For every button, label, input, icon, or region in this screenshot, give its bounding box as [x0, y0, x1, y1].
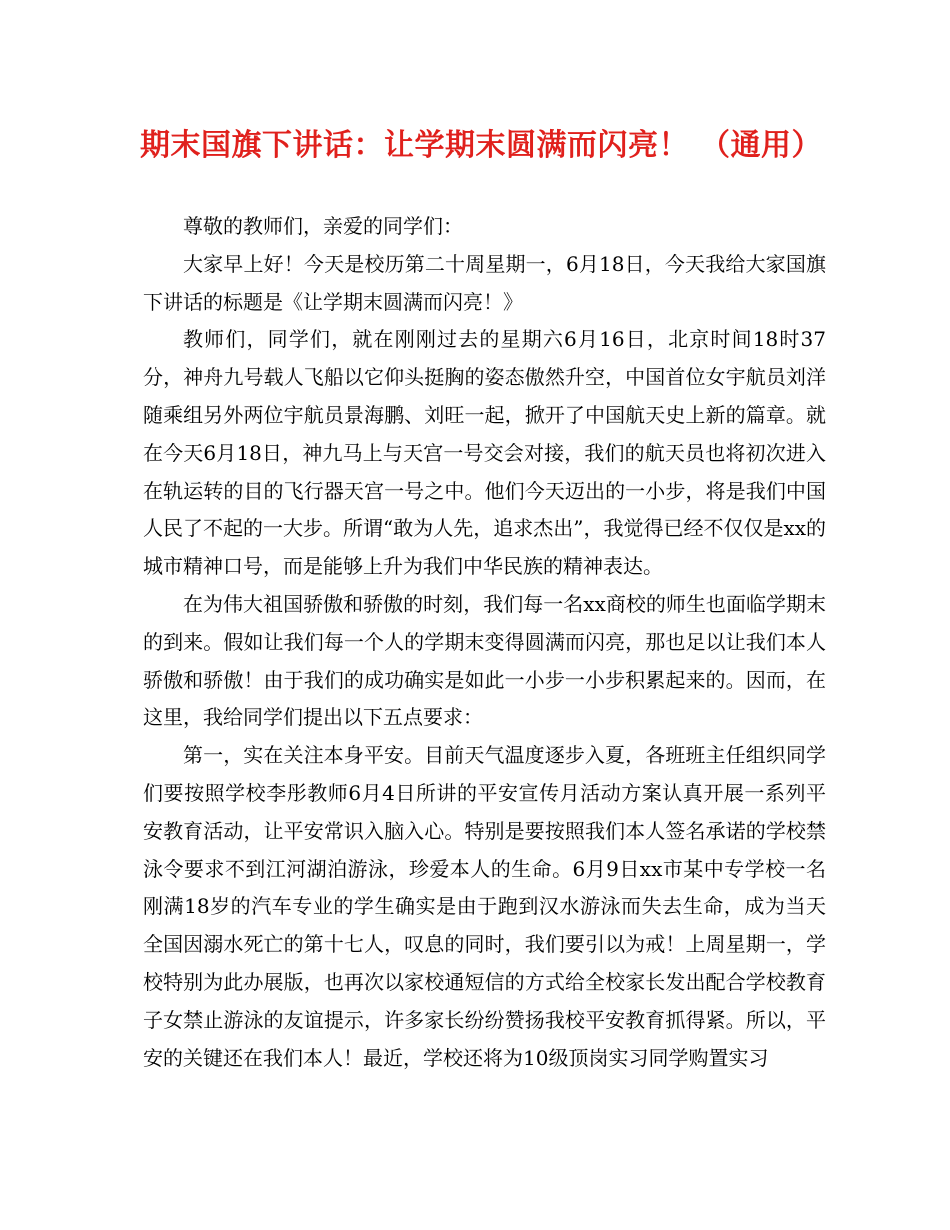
safety-paragraph: 第一，实在关注本身平安。目前天气温度逐步入夏，各班班主任组织同学们要按照学校李彤教师6月4日所讲的平安宣传月活动方案认真开展一系列平安教育活动，让平安常识入脑入心。特别是要按照我们本人签名承诺的学校禁泳令要求不到江河湖泊游泳，珍爱本人的生命。6月9日xx市某中专学校一名刚满18岁的汽车专业的学生确实是由于跑到汉水游泳而失去生命，成为当天全国因溺水死亡的第十七人，叹息的同时，我们要引以为戒！上周星期一，学校特别为此办展版，也再次以家校通短信的方式给全校家长发出配合学校教育子女禁止游泳的友谊提示，许多家长纷纷赞扬我校平安教育抓得紧。所以，平安的关键还在我们本人！最近，学校还将为10级顶岗实习同学购置实习 — [143, 743, 826, 1070]
document-body — [143, 208, 826, 1077]
intro-paragraph: 大家早上好！今天是校历第二十周星期一，6月18日，今天我给大家国旗下讲话的标题是《让学期末圆满而闪亮！》 — [143, 251, 826, 314]
document-title: 期末国旗下讲话：让学期末圆满而闪亮！ （通用） — [140, 128, 822, 163]
greeting-paragraph: 尊敬的教师们，亲爱的同学们： — [183, 214, 463, 238]
semester-paragraph: 在为伟大祖国骄傲和骄傲的时刻，我们每一名xx商校的师生也面临学期末的到来。假如让我们每一个人的学期末变得圆满而闪亮，那也足以让我们本人骄傲和骄傲！由于我们的成功确实是如此一小步一小步积累起来的。因而，在这里，我给同学们提出以下五点要求： — [143, 591, 826, 730]
shenzhou-paragraph: 教师们，同学们，就在刚刚过去的星期六6月16日，北京时间18时37分，神舟九号载人飞船以它仰头挺胸的姿态傲然升空，中国首位女宇航员刘洋随乘组另外两位宇航员景海鹏、刘旺一起，掀开了中国航天史上新的篇章。就在今天6月18日，神九马上与天宫一号交会对接，我们的航天员也将初次进入在轨运转的目的飞行器天宫一号之中。他们今天迈出的一小步，将是我们中国人民了不起的一大步。所谓“敢为人先，追求杰出”，我觉得已经不仅仅是xx的城市精神口号，而是能够上升为我们中华民族的精神表达。 — [143, 327, 827, 579]
